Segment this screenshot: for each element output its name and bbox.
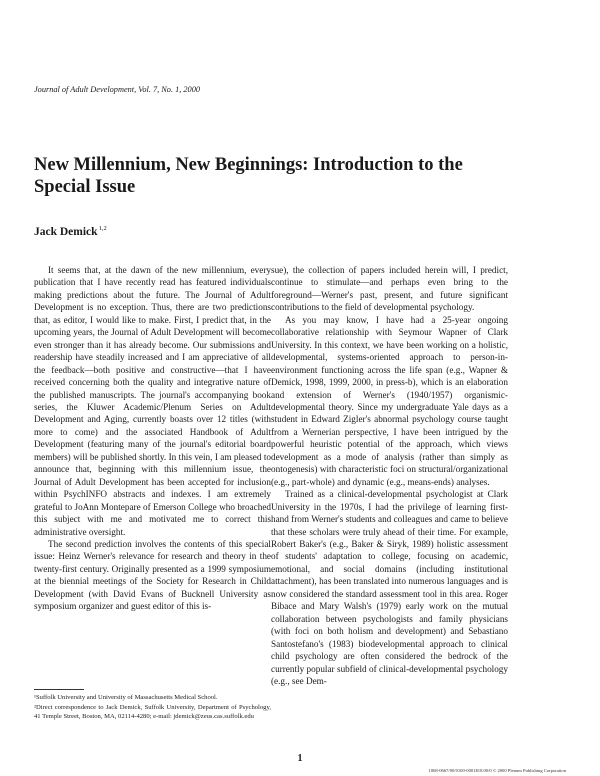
article-title: New Millennium, New Beginnings: Introduction to the Special Issue [34,155,463,197]
right-column [271,264,508,687]
author-name: Jack Demick [34,226,98,238]
journal-citation: Journal of Adult Development, Vol. 7, No. 1, 2000 [34,85,200,94]
body-paragraph: sue), the collection of papers included herein will, I predict, continue to stimulate—and perhaps even bring to the foreground—Werner's past, present, and future significant contributions to the field of developmental psychology. [271,265,508,313]
footnote: ¹Suffolk University and University of Massachusetts Medical School. [34,694,218,701]
footnote: ²Direct correspondence to Jack Demick, Suffolk University, Department of Psychology, 41 Temple Street, Boston, MA, 02114-4280; e-mail: jdemick@zeus.cas.suffolk.edu [34,704,271,721]
body-paragraph: It seems that, at the dawn of the new millennium, every publication that I have recently read has featured individuals making predictions about the future. The Journal of Adult Development is no exception. Thus, there are two predictions that, as editor, I would like to make. First, I predict that, in the upcoming years, the Journal of Adult Development will become even stronger than it has already become. Our submissions and readership have steadily increased and I am appreciative of all the feedback—both positive and constructive—that I have received concerning both the quality and integrative nature of the published manuscripts. The journal's accompanying book series, the Kluwer Academic/Plenum Series on Adult Development and Aging, currently boasts over 12 titles (with more to come) and the associated Handbook of Adult Development (featuring many of the journal's editorial board members) will be published shortly. In this vein, I am pleased to announce that, beginning with this millennium issue, the Journal of Adult Development has been accepted for inclusion within PsychINFO abstracts and indexes. I am extremely grateful to JoAnn Montepare of Emerson College who broached this subject with me and motivated me to correct this administrative oversight. [34,265,271,537]
footnote-divider [34,689,84,690]
page-number: 1 [297,753,303,764]
copyright-line: 1068-0667/00/0100-0001$18.00/0 © 2000 Plenum Publishing Corporation [428,768,566,773]
author-line [34,225,107,238]
footnotes [34,693,271,723]
body-paragraph: Trained as a clinical-developmental psychologist at Clark University in the 1970s, I had the privilege of learning first-hand from Werner's students and colleagues and came to believe that these scholars were truly ahead of their time. For example, Robert Baker's (e.g., Baker & Siryk, 1989) holistic assessment of students' adaptation to college, focusing on academic, emotional, and social domains (including institutional attachment), has been translated into numerous languages and is now considered the standard assessment tool in this area. Roger Bibace and Mary Walsh's (1979) early work on the mutual collaboration between psychologists and family physicians (with foci on both holism and development) and Sebastiano Santostefano's (1983) biodevelopmental approach to clinical child psychology are often considered the bedrock of the currently popular subfield of clinical-developmental psychology (e.g., see Dem- [271,489,508,686]
author-affiliation-marks: 1,2 [98,225,107,232]
body-paragraph: As you may know, I have had a 25-year ongoing collaborative relationship with Seymour Wapner of Clark University. In this context, we have been working on a holistic, developmental, systems-oriented approach to person-in-environment functioning across the life span (e.g., Wapner & Demick, 1998, 1999, 2000, in press-b), which is an elaboration and extension of Werner's (1940/1957) organismic-developmental theory. Since my undergraduate Yale days as a student in Edward Zigler's abnormal psychology course taught from a Wernerian perspective, I have been intrigued by the powerful heuristic potential of the approach, which views development as a mode of analysis (rather than simply as ontogenesis) with characteristic foci on structural/organizational (e.g., part-whole) and dynamic (e.g., means-ends) analyses. [271,314,508,487]
body-paragraph: The second prediction involves the contents of this special issue: Heinz Werner's relevance for research and theory in the twenty-first century. Originally presented as a 1999 symposium at the biennial meetings of the Society for Research in Child Development (with David Evans of Bucknell University as symposium organizer and guest editor of this is- [34,538,271,612]
left-column [34,264,271,613]
